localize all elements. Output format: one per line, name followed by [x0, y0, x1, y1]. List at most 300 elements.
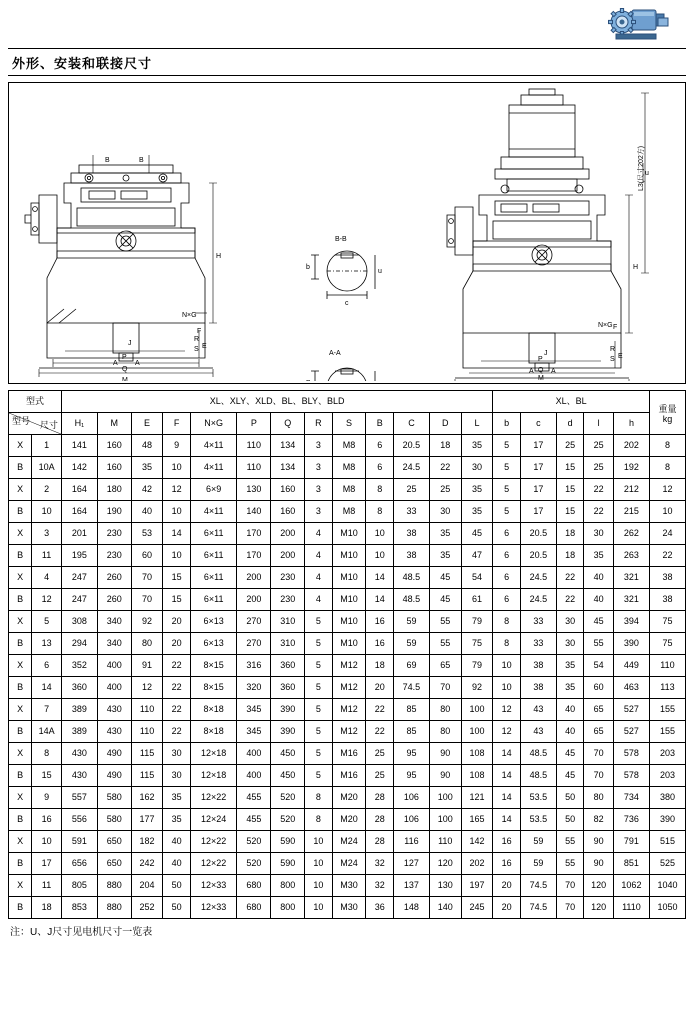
cell-B: 32 — [366, 875, 394, 897]
cell-C: 48.5 — [393, 567, 429, 589]
cell-h: 215 — [613, 501, 649, 523]
cell-h: 390 — [613, 633, 649, 655]
cell-B: 6 — [366, 457, 394, 479]
cell-R: 5 — [305, 699, 333, 721]
cell-L: 61 — [461, 589, 493, 611]
table-row — [9, 589, 686, 611]
cell-D: 45 — [429, 589, 461, 611]
cell-P: 400 — [237, 743, 271, 765]
section-bb-detail — [306, 236, 382, 307]
cell-L: 165 — [461, 809, 493, 831]
cell-B: 22 — [366, 721, 394, 743]
cell-Q: 360 — [271, 677, 305, 699]
cell-l: 25 — [584, 435, 614, 457]
cell-d: 40 — [556, 721, 584, 743]
cell-d: 70 — [556, 875, 584, 897]
cell-b: 8 — [493, 611, 521, 633]
cell-E: 177 — [131, 809, 163, 831]
cell-d: 30 — [556, 633, 584, 655]
svg-text:N×G: N×G — [598, 322, 613, 329]
cell-D: 45 — [429, 567, 461, 589]
cell-P: 520 — [237, 831, 271, 853]
cell-Q: 450 — [271, 743, 305, 765]
cell-D: 120 — [429, 853, 461, 875]
header-type-model-corner — [9, 413, 62, 435]
cell-h: 791 — [613, 831, 649, 853]
cell-S: M12 — [332, 655, 366, 677]
cell-L: 79 — [461, 611, 493, 633]
cell-F: 10 — [163, 545, 191, 567]
cell-model: 14 — [32, 677, 62, 699]
cell-L: 47 — [461, 545, 493, 567]
cell-H1: 141 — [61, 435, 97, 457]
cell-l: 25 — [584, 457, 614, 479]
cell-D: 80 — [429, 699, 461, 721]
cell-D: 22 — [429, 457, 461, 479]
cell-model: 1 — [32, 435, 62, 457]
left-view-dimensions — [39, 155, 221, 381]
cell-B: 36 — [366, 897, 394, 919]
cell-M: 340 — [97, 611, 131, 633]
cell-L: 45 — [461, 523, 493, 545]
cell-L: 202 — [461, 853, 493, 875]
cell-c: 24.5 — [520, 567, 556, 589]
cell-b: 12 — [493, 699, 521, 721]
cell-S: M16 — [332, 743, 366, 765]
cell-P: 170 — [237, 523, 271, 545]
cell-l: 70 — [584, 743, 614, 765]
cell-NG: 12×18 — [190, 765, 237, 787]
cell-E: 80 — [131, 633, 163, 655]
cell-F: 9 — [163, 435, 191, 457]
svg-text:L3(尺寸202方): L3(尺寸202方) — [638, 145, 645, 191]
cell-h: 321 — [613, 567, 649, 589]
cell-M: 430 — [97, 699, 131, 721]
cell-NG: 12×22 — [190, 787, 237, 809]
cell-M: 180 — [97, 479, 131, 501]
cell-kg: 10 — [649, 501, 685, 523]
cell-P: 680 — [237, 875, 271, 897]
cell-b: 16 — [493, 853, 521, 875]
cell-E: 115 — [131, 743, 163, 765]
cell-D: 110 — [429, 831, 461, 853]
header-band — [8, 0, 686, 48]
cell-P: 130 — [237, 479, 271, 501]
cell-Q: 230 — [271, 589, 305, 611]
table-row — [9, 501, 686, 523]
cell-R: 3 — [305, 457, 333, 479]
cell-l: 45 — [584, 611, 614, 633]
cell-H1: 164 — [61, 479, 97, 501]
cell-b: 6 — [493, 545, 521, 567]
cell-c: 17 — [520, 479, 556, 501]
svg-text:A: A — [135, 360, 140, 367]
cell-d: 35 — [556, 655, 584, 677]
cell-b: 6 — [493, 589, 521, 611]
svg-text:S: S — [610, 356, 615, 363]
cell-b: 6 — [493, 523, 521, 545]
cell-type: B — [9, 809, 32, 831]
svg-text:B: B — [139, 157, 144, 164]
cell-S: M30 — [332, 875, 366, 897]
cell-F: 20 — [163, 611, 191, 633]
table-row — [9, 809, 686, 831]
cell-model: 16 — [32, 809, 62, 831]
cell-F: 14 — [163, 523, 191, 545]
col-header-l: l — [584, 413, 614, 435]
cell-D: 65 — [429, 655, 461, 677]
cell-D: 100 — [429, 809, 461, 831]
cell-B: 28 — [366, 787, 394, 809]
cell-l: 35 — [584, 545, 614, 567]
cell-NG: 12×22 — [190, 853, 237, 875]
cell-c: 74.5 — [520, 875, 556, 897]
group-header-2: XL、BL — [493, 391, 650, 413]
cell-type: B — [9, 897, 32, 919]
cell-H1: 142 — [61, 457, 97, 479]
cell-E: 12 — [131, 677, 163, 699]
cell-Q: 310 — [271, 611, 305, 633]
cell-b: 14 — [493, 809, 521, 831]
cell-C: 116 — [393, 831, 429, 853]
col-header-NG: N×G — [190, 413, 237, 435]
cell-model: 15 — [32, 765, 62, 787]
cell-h: 463 — [613, 677, 649, 699]
svg-text:H: H — [216, 253, 222, 260]
cell-P: 316 — [237, 655, 271, 677]
cell-c: 24.5 — [520, 589, 556, 611]
cell-Q: 520 — [271, 809, 305, 831]
cell-R: 5 — [305, 743, 333, 765]
cell-Q: 390 — [271, 699, 305, 721]
cell-S: M12 — [332, 721, 366, 743]
col-header-S: S — [332, 413, 366, 435]
cell-type: B — [9, 545, 32, 567]
cell-kg: 155 — [649, 721, 685, 743]
cell-model: 14A — [32, 721, 62, 743]
cell-C: 106 — [393, 787, 429, 809]
cell-L: 100 — [461, 721, 493, 743]
cell-D: 80 — [429, 721, 461, 743]
cell-l: 120 — [584, 897, 614, 919]
cell-NG: 6×11 — [190, 567, 237, 589]
cell-NG: 12×24 — [190, 809, 237, 831]
col-header-h: h — [613, 413, 649, 435]
cell-F: 40 — [163, 853, 191, 875]
cell-M: 230 — [97, 523, 131, 545]
cell-R: 3 — [305, 435, 333, 457]
cell-D: 70 — [429, 677, 461, 699]
cell-M: 490 — [97, 743, 131, 765]
footnote: 注：U、J尺寸见电机尺寸一览表 — [10, 927, 153, 938]
cell-NG: 4×11 — [190, 435, 237, 457]
cell-l: 90 — [584, 853, 614, 875]
cell-P: 200 — [237, 589, 271, 611]
cell-model: 8 — [32, 743, 62, 765]
cell-b: 12 — [493, 721, 521, 743]
cell-type: X — [9, 787, 32, 809]
cell-kg: 113 — [649, 677, 685, 699]
cell-NG: 12×22 — [190, 831, 237, 853]
cell-d: 45 — [556, 743, 584, 765]
col-header-P: P — [237, 413, 271, 435]
cell-NG: 6×13 — [190, 611, 237, 633]
cell-B: 6 — [366, 435, 394, 457]
cell-d: 50 — [556, 809, 584, 831]
cell-H1: 656 — [61, 853, 97, 875]
cell-R: 10 — [305, 875, 333, 897]
cell-F: 40 — [163, 831, 191, 853]
cell-F: 50 — [163, 875, 191, 897]
svg-text:R: R — [610, 346, 616, 353]
cell-B: 10 — [366, 523, 394, 545]
cell-R: 4 — [305, 545, 333, 567]
cell-F: 15 — [163, 589, 191, 611]
cell-H1: 389 — [61, 721, 97, 743]
svg-text:P: P — [538, 356, 543, 363]
right-elevation-view-with-motor — [447, 89, 629, 378]
cell-M: 260 — [97, 567, 131, 589]
cell-type: X — [9, 699, 32, 721]
cell-kg: 38 — [649, 589, 685, 611]
svg-text:A: A — [529, 368, 534, 375]
cell-model: 13 — [32, 633, 62, 655]
right-view-dimensions — [455, 93, 649, 381]
table-group-header-row — [9, 391, 686, 413]
table-row — [9, 457, 686, 479]
cell-C: 25 — [393, 479, 429, 501]
cell-E: 182 — [131, 831, 163, 853]
cell-Q: 800 — [271, 897, 305, 919]
cell-d: 30 — [556, 611, 584, 633]
cell-F: 10 — [163, 501, 191, 523]
cell-P: 110 — [237, 435, 271, 457]
cell-Q: 230 — [271, 567, 305, 589]
cell-B: 28 — [366, 831, 394, 853]
cell-c: 17 — [520, 457, 556, 479]
col-header-Q: Q — [271, 413, 305, 435]
cell-D: 90 — [429, 765, 461, 787]
cell-S: M8 — [332, 435, 366, 457]
cell-P: 200 — [237, 567, 271, 589]
cell-C: 24.5 — [393, 457, 429, 479]
cell-d: 35 — [556, 677, 584, 699]
cell-kg: 1040 — [649, 875, 685, 897]
cell-kg: 380 — [649, 787, 685, 809]
cell-b: 5 — [493, 501, 521, 523]
cell-l: 120 — [584, 875, 614, 897]
assembly-drawings — [9, 83, 685, 381]
cell-E: 115 — [131, 765, 163, 787]
cell-F: 10 — [163, 457, 191, 479]
cell-d: 55 — [556, 831, 584, 853]
cell-H1: 591 — [61, 831, 97, 853]
cell-H1: 557 — [61, 787, 97, 809]
cell-H1: 164 — [61, 501, 97, 523]
table-row — [9, 435, 686, 457]
cell-C: 127 — [393, 853, 429, 875]
cell-c: 17 — [520, 435, 556, 457]
cell-C: 59 — [393, 633, 429, 655]
cell-type: X — [9, 479, 32, 501]
cell-h: 736 — [613, 809, 649, 831]
cell-M: 580 — [97, 787, 131, 809]
cell-model: 7 — [32, 699, 62, 721]
cell-P: 455 — [237, 787, 271, 809]
cell-c: 33 — [520, 633, 556, 655]
cell-S: M24 — [332, 853, 366, 875]
cell-H1: 430 — [61, 765, 97, 787]
table-row — [9, 523, 686, 545]
cell-H1: 853 — [61, 897, 97, 919]
cell-L: 79 — [461, 655, 493, 677]
cell-d: 40 — [556, 699, 584, 721]
cell-B: 8 — [366, 479, 394, 501]
cell-H1: 247 — [61, 589, 97, 611]
cell-F: 30 — [163, 765, 191, 787]
cell-d: 70 — [556, 897, 584, 919]
cell-type: B — [9, 501, 32, 523]
cell-P: 270 — [237, 611, 271, 633]
cell-C: 59 — [393, 611, 429, 633]
cell-M: 230 — [97, 545, 131, 567]
cell-M: 430 — [97, 721, 131, 743]
cell-E: 35 — [131, 457, 163, 479]
cell-L: 121 — [461, 787, 493, 809]
cell-L: 108 — [461, 765, 493, 787]
cell-d: 22 — [556, 589, 584, 611]
cell-B: 28 — [366, 809, 394, 831]
cell-F: 12 — [163, 479, 191, 501]
cell-h: 202 — [613, 435, 649, 457]
cell-l: 55 — [584, 633, 614, 655]
cell-model: 11 — [32, 545, 62, 567]
cell-c: 74.5 — [520, 897, 556, 919]
cell-E: 60 — [131, 545, 163, 567]
svg-text:B: B — [105, 157, 110, 164]
cell-S: M12 — [332, 699, 366, 721]
cell-F: 20 — [163, 633, 191, 655]
cell-S: M10 — [332, 567, 366, 589]
cell-E: 110 — [131, 721, 163, 743]
cell-h: 527 — [613, 721, 649, 743]
group-header-1: XL、XLY、XLD、BL、BLY、BLD — [61, 391, 493, 413]
cell-M: 400 — [97, 677, 131, 699]
cell-L: 54 — [461, 567, 493, 589]
cell-S: M10 — [332, 633, 366, 655]
cell-P: 455 — [237, 809, 271, 831]
cell-E: 40 — [131, 501, 163, 523]
cell-NG: 4×11 — [190, 457, 237, 479]
col-header-C: C — [393, 413, 429, 435]
cell-kg: 525 — [649, 853, 685, 875]
table-row — [9, 545, 686, 567]
cell-type: B — [9, 589, 32, 611]
table-body — [9, 435, 686, 919]
cell-F: 22 — [163, 721, 191, 743]
cell-F: 35 — [163, 809, 191, 831]
cell-P: 320 — [237, 677, 271, 699]
svg-text:E: E — [202, 343, 207, 350]
svg-text:H: H — [633, 264, 639, 271]
table-row — [9, 875, 686, 897]
cell-R: 3 — [305, 479, 333, 501]
cell-F: 50 — [163, 897, 191, 919]
cell-D: 140 — [429, 897, 461, 919]
cell-M: 650 — [97, 831, 131, 853]
cell-L: 142 — [461, 831, 493, 853]
cell-C: 33 — [393, 501, 429, 523]
cell-E: 162 — [131, 787, 163, 809]
weight-header-line2: kg — [662, 414, 673, 424]
svg-text:M: M — [538, 375, 544, 381]
cell-F: 15 — [163, 567, 191, 589]
table-row — [9, 633, 686, 655]
cell-L: 35 — [461, 501, 493, 523]
cell-kg: 515 — [649, 831, 685, 853]
cell-H1: 805 — [61, 875, 97, 897]
cell-l: 65 — [584, 721, 614, 743]
cell-R: 5 — [305, 765, 333, 787]
cell-l: 65 — [584, 699, 614, 721]
cell-D: 18 — [429, 435, 461, 457]
cell-type: B — [9, 721, 32, 743]
col-header-b: b — [493, 413, 521, 435]
cell-M: 160 — [97, 435, 131, 457]
table-row — [9, 765, 686, 787]
cell-model: 6 — [32, 655, 62, 677]
cell-l: 54 — [584, 655, 614, 677]
cell-L: 100 — [461, 699, 493, 721]
cell-l: 40 — [584, 589, 614, 611]
cell-model: 5 — [32, 611, 62, 633]
cell-B: 25 — [366, 743, 394, 765]
svg-text:M: M — [122, 377, 128, 381]
svg-text:J: J — [128, 340, 132, 347]
cell-Q: 160 — [271, 479, 305, 501]
svg-text:u: u — [378, 268, 382, 275]
cell-NG: 6×9 — [190, 479, 237, 501]
cell-P: 345 — [237, 721, 271, 743]
cell-P: 520 — [237, 853, 271, 875]
cell-P: 270 — [237, 633, 271, 655]
cell-S: M20 — [332, 809, 366, 831]
cell-d: 22 — [556, 567, 584, 589]
cell-h: 851 — [613, 853, 649, 875]
col-header-c: c — [520, 413, 556, 435]
cell-b: 16 — [493, 831, 521, 853]
cell-b: 5 — [493, 479, 521, 501]
cell-S: M20 — [332, 787, 366, 809]
cell-R: 3 — [305, 501, 333, 523]
cell-S: M16 — [332, 765, 366, 787]
cell-b: 10 — [493, 655, 521, 677]
cell-b: 8 — [493, 633, 521, 655]
left-elevation-view — [25, 165, 213, 368]
cell-d: 15 — [556, 457, 584, 479]
cell-D: 130 — [429, 875, 461, 897]
cell-d: 45 — [556, 765, 584, 787]
cell-h: 192 — [613, 457, 649, 479]
cell-R: 4 — [305, 567, 333, 589]
cell-d: 15 — [556, 501, 584, 523]
table-row — [9, 677, 686, 699]
cell-l: 22 — [584, 501, 614, 523]
cell-Q: 360 — [271, 655, 305, 677]
svg-text:c: c — [345, 300, 349, 307]
cell-kg: 24 — [649, 523, 685, 545]
cell-type: X — [9, 655, 32, 677]
